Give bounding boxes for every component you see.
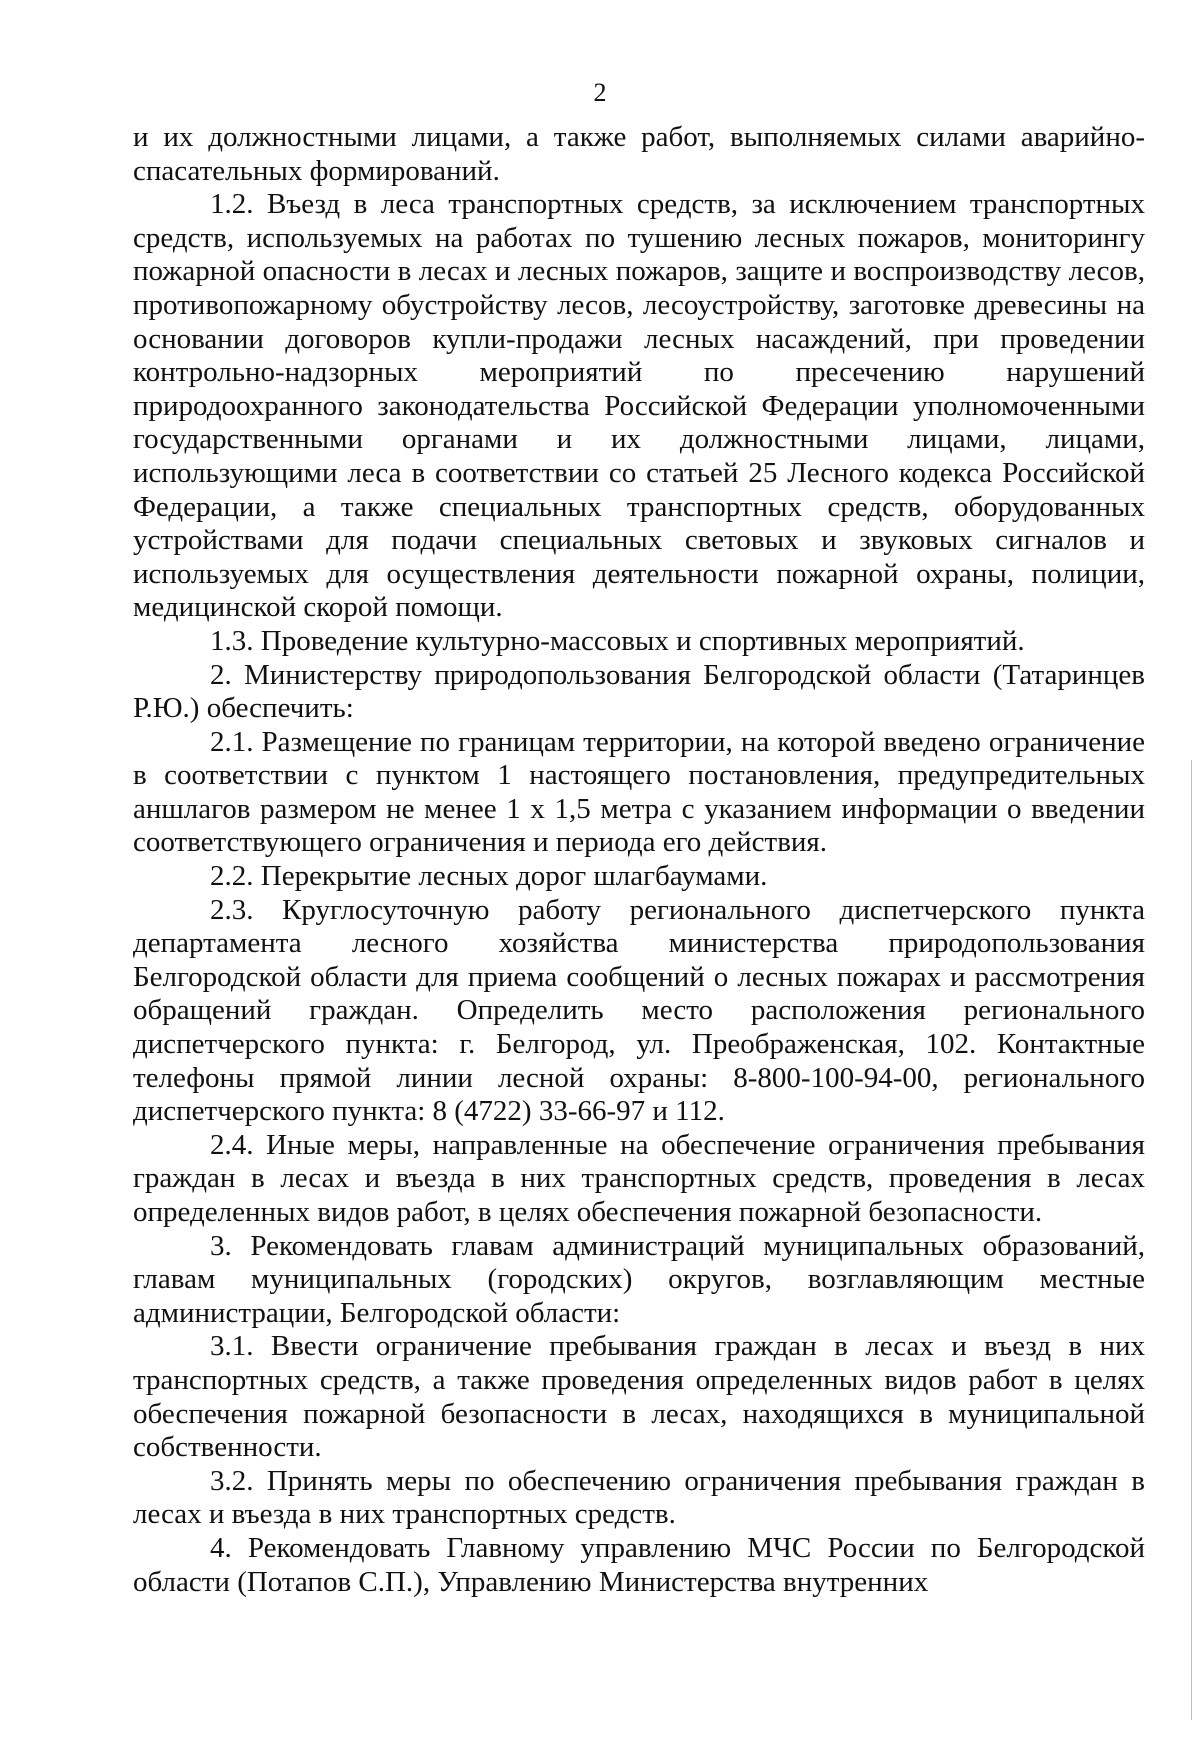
paragraph-p5: 2.2. Перекрытие лесных дорог шлагбаумами. — [210, 860, 768, 893]
paragraph-p1: 1.2. Въезд в леса транспортных средств, за исключением транспортных средств, используемых на работах по тушению лесных пожаров, мониторингу пожарной опасности в лесах и лесных пожаров, защите и воспроизводству лесов, противопожарному обустройству лесов, лесоустройству, заготовке древесины на основании договоров купли-продажи лесных насаждений, при проведении контрольно-надзорных мероприятий по пресечению нарушений природоохранного законодательства Российской Федерации уполномоченными государственными органами и их должностными лицами, лицами, использующими леса в соответствии со статьей 25 Лесного кодекса Российской Федерации, а также специальных транспортных средств, оборудованных устройствами для подачи специальных световых и звуковых сигналов и используемых для осуществления деятельности пожарной охраны, полиции, медицинской скорой помощи. — [133, 188, 1145, 624]
paragraph-p4: 2.1. Размещение по границам территории, на которой введено ограничение в соответствии с пунктом 1 настоящего постановления, предупредительных аншлагов размером не менее 1 х 1,5 метра с указанием информации о введении соответствующего ограничения и периода его действия. — [133, 725, 1145, 859]
paragraph-p7: 2.4. Иные меры, направленные на обеспечение ограничения пребывания граждан в лесах и въезда в них транспортных средств, проведения в лесах определенных видов работ, в целях обеспечения пожарной безопасности. — [133, 1128, 1145, 1228]
paragraph-p3: 2. Министерству природопользования Белгородской области (Татаринцев Р.Ю.) обеспечить: — [133, 658, 1145, 725]
page-number: 2 — [593, 78, 607, 107]
paragraph-p11: 4. Рекомендовать Главному управлению МЧС России по Белгородской области (Потапов С.П.), Управлению Министерства внутренних — [133, 1531, 1145, 1598]
paragraph-p0: и их должностными лицами, а также работ, выполняемых силами аварийно-спасательных формирований. — [133, 121, 1145, 187]
paragraph-p6: 2.3. Круглосуточную работу регионального диспетчерского пункта департамента лесного хозяйства министерства природопользования Белгородской области для приема сообщений о лесных пожарах и рассмотрения обращений граждан. Определить место расположения регионального диспетчерского пункта: г. Белгород, ул. Преображенская, 102. Контактные телефоны прямой линии лесной охраны: 8-800-100-94-00, регионального диспетчерского пункта: 8 (4722) 33-66-97 и 112. — [133, 893, 1145, 1128]
paragraph-p10: 3.2. Принять меры по обеспечению ограничения пребывания граждан в лесах и въезда в них транспортных средств. — [133, 1464, 1145, 1531]
document-body — [133, 121, 1145, 1599]
scan-edge-line — [1191, 760, 1192, 1720]
paragraph-p2: 1.3. Проведение культурно-массовых и спортивных мероприятий. — [210, 624, 1025, 657]
paragraph-p8: 3. Рекомендовать главам администраций муниципальных образований, главам муниципальных (городских) округов, возглавляющим местные администрации, Белгородской области: — [133, 1229, 1145, 1329]
paragraph-p9: 3.1. Ввести ограничение пребывания граждан в лесах и въезд в них транспортных средств, а также проведения определенных видов работ в целях обеспечения пожарной безопасности в лесах, находящихся в муниципальной собственности. — [133, 1330, 1145, 1464]
